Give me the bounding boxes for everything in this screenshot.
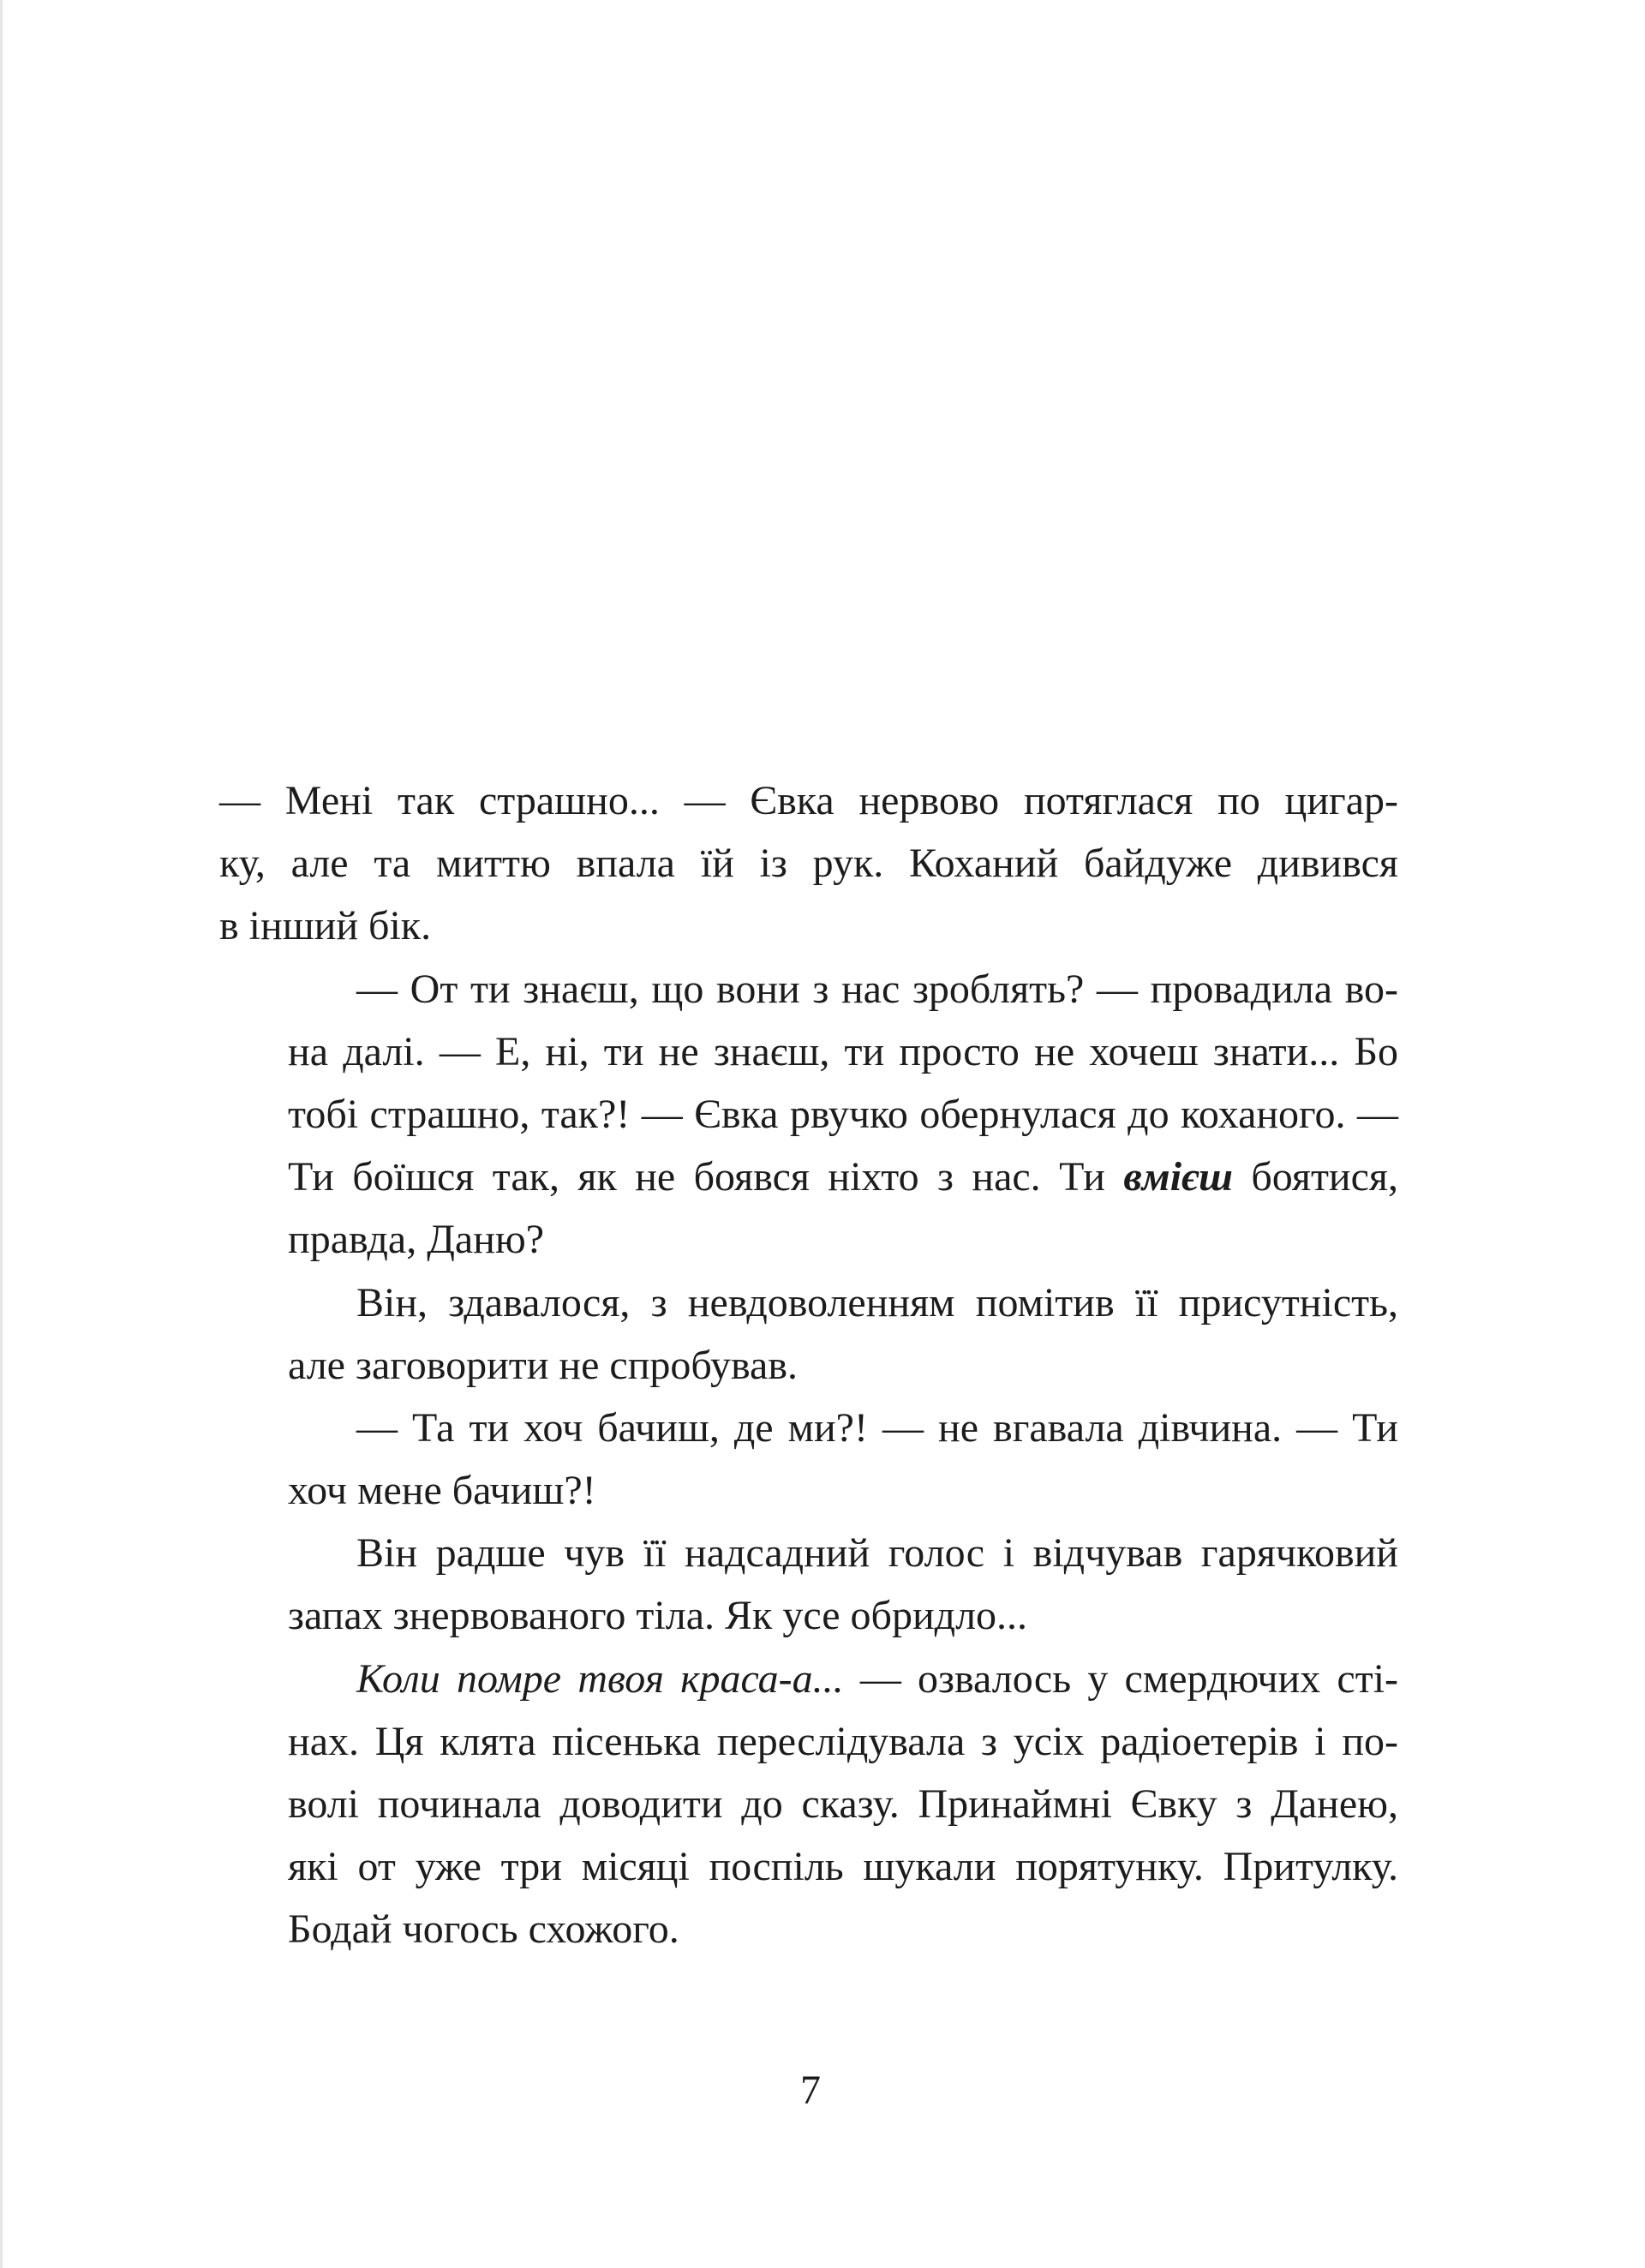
- text-run: Він, здавалося, з невдоволенням помітив її присутність,: [356, 1279, 1398, 1325]
- text-line: [219, 769, 1398, 832]
- text-run: запах знервованого тіла. Як усе обридло...: [288, 1593, 1028, 1639]
- text-run: на далі. — Е, ні, ти не знаєш, ти просто не хочеш знати... Бо: [288, 1028, 1398, 1074]
- text-line: [219, 1083, 1398, 1146]
- text-run: Бодай чогось схожого.: [288, 1906, 679, 1953]
- text-run: правда, Даню?: [288, 1217, 545, 1263]
- paragraph: [219, 1648, 1398, 1961]
- text-line: [219, 1773, 1398, 1835]
- text-line: [219, 1648, 1398, 1710]
- text-line: [219, 1710, 1398, 1773]
- text-run: Він радше чув її надсадний голос і відчував гарячковий: [356, 1530, 1398, 1577]
- body-text: [219, 769, 1398, 1961]
- text-run: хоч мене бачиш?!: [288, 1468, 596, 1514]
- text-line: [219, 1584, 1398, 1647]
- text-line: [219, 958, 1398, 1020]
- text-line: [219, 1522, 1398, 1584]
- text-run: боятися,: [1232, 1154, 1398, 1200]
- paragraph: [219, 1522, 1398, 1647]
- text-line: [219, 1272, 1398, 1334]
- text-line: [219, 1020, 1398, 1083]
- paragraph: [219, 769, 1398, 958]
- paragraph: [219, 1397, 1398, 1522]
- text-run: — От ти знаєш, що вони з нас зроблять? — провадила во-: [356, 966, 1398, 1012]
- text-line: [219, 895, 1398, 957]
- text-run: в інший бік.: [219, 903, 432, 949]
- text-run: Ти боїшся так, як не боявся ніхто з нас. Ти: [288, 1154, 1124, 1200]
- text-run: волі починала доводити до сказу. Принаймні Євку з Данею,: [288, 1781, 1398, 1827]
- text-run: нах. Ця клята пісенька переслідувала з усіх радіоетерів і по-: [288, 1718, 1398, 1764]
- text-line: [219, 1146, 1398, 1208]
- text-line: [219, 1835, 1398, 1898]
- text-line: [219, 832, 1398, 895]
- text-line: [219, 1459, 1398, 1522]
- text-run: які от уже три місяці поспіль шукали порятунку. Притулку.: [288, 1844, 1398, 1890]
- text-line: [219, 1397, 1398, 1459]
- emphasis-text: вмієш: [1123, 1154, 1233, 1200]
- text-run: — Та ти хоч бачиш, де ми?! — не вгавала дівчина. — Ти: [356, 1404, 1398, 1451]
- text-run: — озвалось у смердючих сті-: [843, 1655, 1399, 1702]
- italic-text: Коли помре твоя краса-а...: [356, 1655, 844, 1702]
- paragraph: [219, 1272, 1398, 1397]
- paragraph: [219, 958, 1398, 1272]
- text-line: [219, 1208, 1398, 1271]
- page-number: 7: [800, 2068, 821, 2113]
- text-run: — Мені так страшно... — Євка нервово потяглася по цигар-: [219, 778, 1398, 823]
- text-line: [219, 1334, 1398, 1397]
- text-run: ку, але та миттю впала їй із рук. Коханий байдуже дивився: [219, 841, 1398, 887]
- text-line: [219, 1898, 1398, 1960]
- text-run: тобі страшно, так?! — Євка рвучко обернулася до коханого. —: [288, 1091, 1398, 1137]
- text-run: але заговорити не спробував.: [288, 1342, 799, 1388]
